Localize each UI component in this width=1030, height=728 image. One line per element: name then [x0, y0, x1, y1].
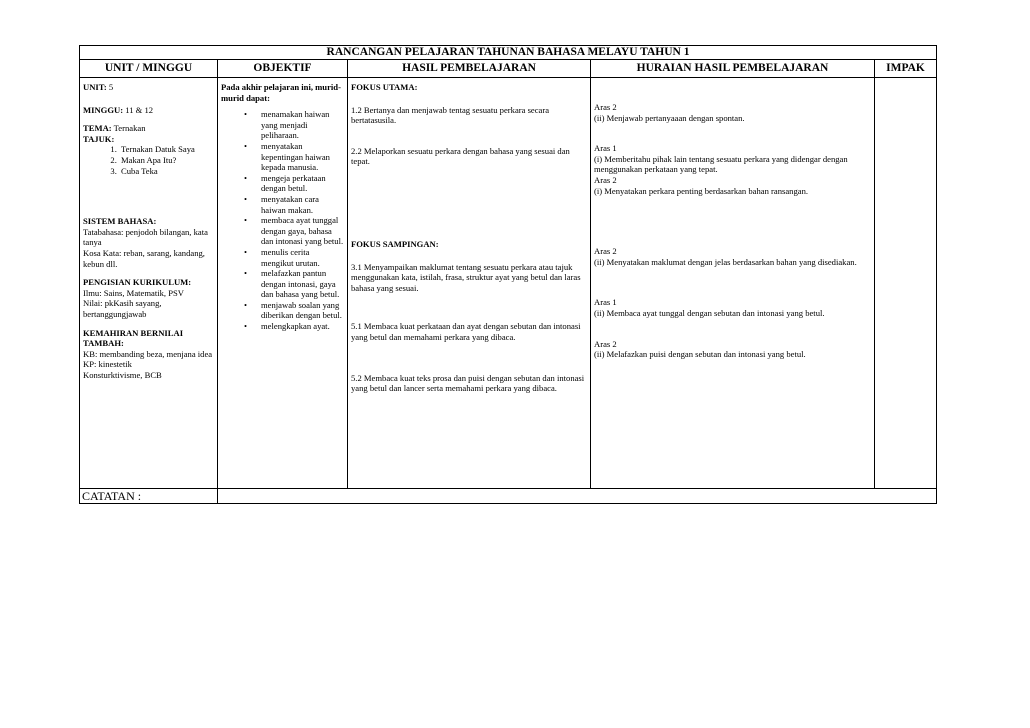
huraian-aras: Aras 2 [594, 174, 617, 185]
kemahiran-label: KEMAHIRAN BERNILAI TAMBAH: [83, 327, 184, 349]
nilai-text: Nilai: pkKasih sayang, bertanggungjawab [83, 298, 162, 319]
hasil-cell [348, 78, 591, 489]
huraian-aras: Aras 2 [594, 338, 617, 349]
header-impak: IMPAK [875, 60, 937, 78]
objektif-intro: Pada akhir pelajaran ini, murid-murid dapat: [221, 82, 341, 103]
list-item: • menyatakan kepentingan haiwan kepada manusia. [261, 141, 344, 173]
list-item: • menamakan haiwan yang menjadi peliharaan. [261, 109, 344, 141]
huraian-aras: Aras 2 [594, 102, 617, 112]
unit-label: UNIT: [83, 82, 107, 92]
hasil-3-1: 3.1 Menyampaikan maklumat tentang sesuatu perkara atau tajuk menggunakan kata, istilah, frasa, struktur ayat yang betul dan laras bahasa yang sesuai. [351, 261, 581, 293]
pengisian-kurikulum-label: PENGISIAN KURIKULUM: [83, 277, 192, 288]
impak-cell [875, 78, 937, 489]
minggu-value: 11 & 12 [123, 104, 154, 115]
tema-value: Ternakan [111, 123, 146, 134]
list-item: • menjawab soalan yang diberikan dengan betul. [261, 300, 344, 321]
huraian-cell [591, 78, 875, 489]
header-unit-minggu: UNIT / MINGGU [80, 60, 218, 78]
huraian-aras: Aras 1 [594, 143, 617, 154]
ilmu-text: Ilmu: Sains, Matematik, PSV [83, 287, 184, 298]
unit-line [83, 82, 214, 93]
huraian-aras: Aras 1 [594, 297, 617, 308]
list-item: • mengeja perkataan dengan betul. [261, 173, 344, 194]
page-title: RANCANGAN PELAJARAN TAHUNAN BAHASA MELAYU TAHUN 1 [80, 46, 937, 60]
unit-value: 5 [106, 82, 114, 92]
konstruktivisme-text: Konsturktivisme, BCB [83, 369, 162, 380]
tatabahasa-text: Tatabahasa: penjodoh bilangan, kata tanya [83, 226, 208, 248]
huraian-text: (ii) Menyatakan maklumat dengan jelas berdasarkan bahan yang disediakan. [594, 256, 857, 267]
header-hasil-pembelajaran: HASIL PEMBELAJARAN [348, 60, 591, 78]
huraian-text: (ii) Menjawab pertanyaaan dengan spontan. [594, 112, 745, 123]
fokus-utama-label: FOKUS UTAMA: [351, 82, 418, 92]
sistem-bahasa-label: SISTEM BAHASA: [83, 216, 157, 227]
objektif-list [221, 109, 344, 331]
list-item: • menulis cerita mengikut urutan. [261, 247, 344, 268]
hasil-5-1: 5.1 Membaca kuat perkataan dan ayat dengan sebutan dan intonasi yang betul dan memahami perkara yang dibaca. [351, 321, 581, 342]
list-item: • menyatakan cara haiwan makan. [261, 194, 344, 215]
fokus-sampingan-label: FOKUS SAMPINGAN: [351, 238, 439, 249]
unit-cell [80, 78, 218, 489]
hasil-2-2: 2.2 Melaporkan sesuatu perkara dengan bahasa yang sesuai dan tepat. [351, 145, 570, 167]
catatan-label: CATATAN : [80, 489, 218, 504]
tajuk-label: TAJUK: [83, 133, 115, 144]
huraian-aras: Aras 2 [594, 246, 617, 257]
objektif-cell [218, 78, 348, 489]
header-objektif: OBJEKTIF [218, 60, 348, 78]
lesson-plan-document [79, 45, 936, 504]
catatan-field[interactable] [218, 489, 937, 504]
list-item: 1. Ternakan Datuk Saya [119, 144, 214, 155]
tajuk-list [83, 144, 214, 176]
tema-line [83, 123, 214, 134]
minggu-label: MINGGU: [83, 104, 124, 115]
list-item: 3. Cuba Teka [119, 166, 214, 177]
list-item: 2. Makan Apa Itu? [119, 155, 214, 166]
list-item: • melengkapkan ayat. [261, 321, 344, 332]
tema-label: TEMA: [83, 123, 112, 134]
huraian-text: (ii) Melafazkan puisi dengan sebutan dan intonasi yang betul. [594, 349, 806, 360]
huraian-text: (i) Memberitahu pihak lain tentang sesuatu perkara yang didengar dengan menggunakan perkataan yang tepat. [594, 153, 848, 175]
header-huraian: HURAIAN HASIL PEMBELAJARAN [591, 60, 875, 78]
list-item: • melafazkan pantun dengan intonasi, gaya dan bahasa yang betul. [261, 268, 344, 300]
list-item: • membaca ayat tunggal dengan gaya, bahasa dan intonasi yang betul. [261, 215, 344, 247]
lesson-plan-table [79, 45, 937, 504]
kosa-kata-text: Kosa Kata: reban, sarang, kandang, kebun dll. [83, 247, 205, 269]
hasil-1-2: 1.2 Bertanya dan menjawab tentag sesuatu perkara secara bertatasusila. [351, 104, 550, 126]
huraian-text: (i) Menyatakan perkara penting berdasarkan bahan ransangan. [594, 185, 809, 196]
kb-text: KB: membanding beza, menjana idea [83, 348, 213, 359]
minggu-line [83, 105, 214, 116]
huraian-text: (ii) Membaca ayat tunggal dengan sebutan dan intonasi yang betul. [594, 307, 825, 318]
kp-text: KP: kinestetik [83, 359, 132, 370]
hasil-5-2: 5.2 Membaca kuat teks prosa dan puisi dengan sebutan dan intonasi yang betul dan lancer serta memahami perkara yang dibaca. [351, 372, 585, 394]
